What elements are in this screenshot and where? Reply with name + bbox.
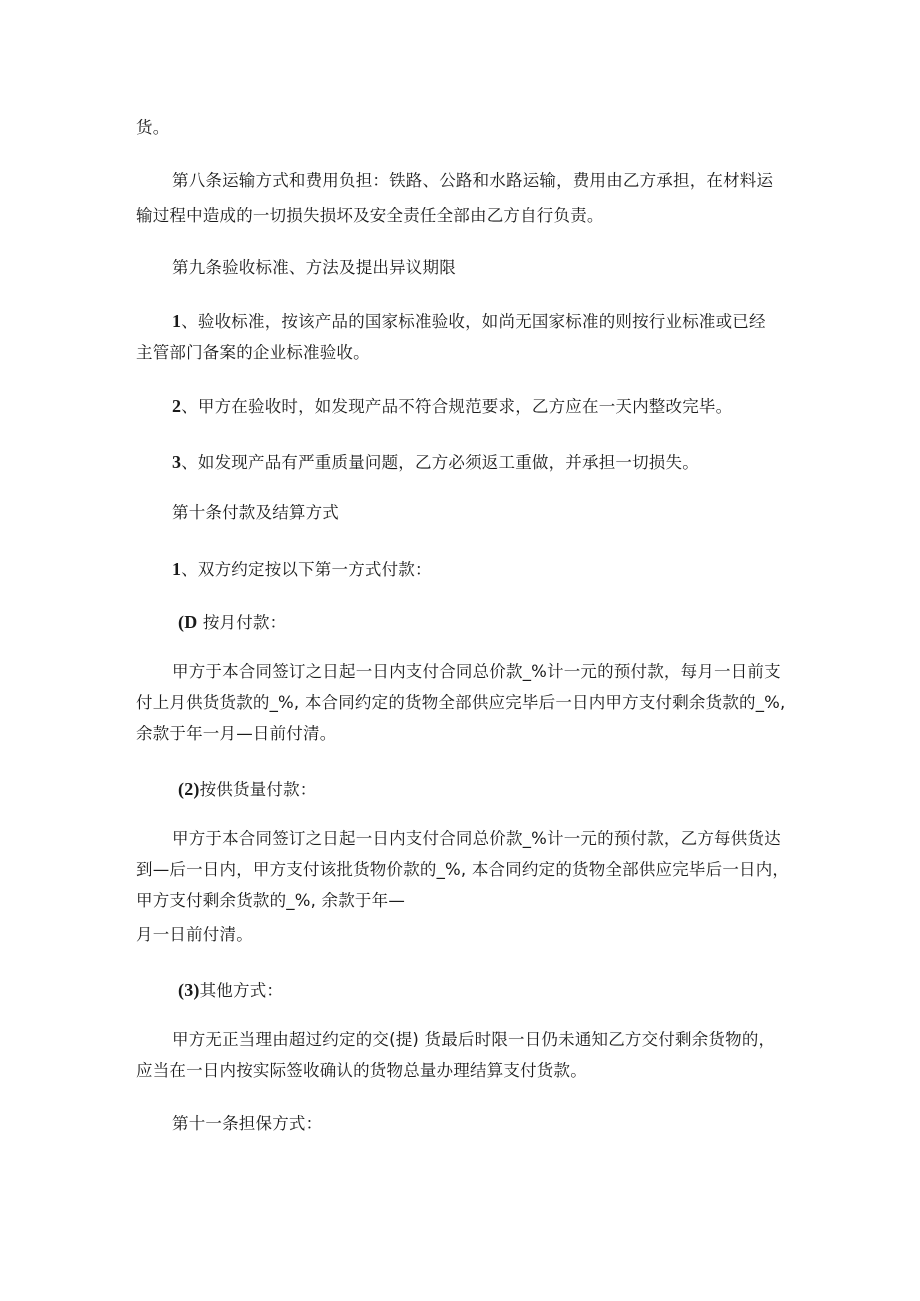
text-line [136, 693, 786, 713]
list-item [172, 559, 432, 580]
list-item [172, 396, 732, 417]
line-text: 主管部门备案的企业标准验收。 [136, 343, 370, 362]
text-line [172, 662, 781, 682]
line-text: 其他方式： [199, 981, 284, 1000]
line-text: 第十一条担保方式： [172, 1114, 323, 1133]
item-number: 3 [172, 452, 182, 472]
item-number: (D [178, 612, 198, 632]
text-line [136, 118, 169, 138]
sub-item [178, 980, 283, 1001]
text-line [172, 829, 781, 849]
line-text: 按月付款： [197, 613, 287, 632]
text-line [136, 860, 789, 880]
list-item [172, 311, 766, 332]
item-number: 1 [172, 559, 182, 579]
line-text: 付上月供货货款的_%, 本合同约定的货物全部供应完毕后一日内甲方支付剩余货款的_%, [136, 693, 786, 712]
article-11-heading [172, 1114, 322, 1134]
line-text: 甲方无正当理由超过约定的交(提) 货最后时限一日仍未通知乙方交付剩余货物的， [172, 1030, 776, 1049]
list-item [172, 452, 699, 473]
text-line [172, 1030, 775, 1050]
line-text: 甲方于本合同签订之日起一日内支付合同总价款_%计一元的预付款，每月一日前支 [172, 662, 781, 681]
line-text: 货。 [136, 118, 170, 137]
text-line [136, 724, 336, 744]
line-text: 、如发现产品有严重质量问题，乙方必须返工重做，并承担一切损失。 [181, 453, 699, 472]
article-10-heading [172, 503, 339, 523]
item-number: (2) [178, 779, 200, 799]
article-8-heading [172, 171, 773, 191]
item-number: (3) [178, 980, 200, 1000]
item-number: 1 [172, 311, 182, 331]
line-text: 到—后一日内，甲方支付该批货物价款的_%, 本合同约定的货物全部供应完毕后一日内， [136, 860, 790, 879]
line-text: 余款于年一月—日前付清。 [136, 724, 337, 743]
line-text: 、双方约定按以下第一方式付款： [181, 560, 432, 579]
line-text: 输过程中造成的一切损失损坏及安全责任全部由乙方自行负责。 [136, 206, 604, 225]
line-text: 甲方于本合同签订之日起一日内支付合同总价款_%计一元的预付款，乙方每供货达 [172, 829, 781, 848]
text-line [136, 891, 405, 911]
line-text: 应当在一日内按实际签收确认的货物总量办理结算支付货款。 [136, 1061, 587, 1080]
line-text: 第九条验收标准、方法及提出异议期限 [172, 258, 456, 277]
line-text: 月一日前付清。 [136, 925, 253, 944]
line-text: 、验收标准，按该产品的国家标准验收，如尚无国家标准的则按行业标准或已经 [181, 312, 766, 331]
text-line [136, 343, 370, 363]
sub-item [178, 612, 286, 633]
line-text: 甲方支付剩余货款的_%, 余款于年— [136, 891, 406, 910]
line-text: 按供货量付款： [199, 780, 317, 799]
line-text: 第十条付款及结算方式 [172, 503, 339, 522]
sub-item [178, 779, 317, 800]
text-line [136, 206, 604, 226]
line-text: 、甲方在验收时，如发现产品不符合规范要求，乙方应在一天内整改完毕。 [181, 397, 733, 416]
article-9-heading [172, 258, 456, 278]
line-text: 第八条运输方式和费用负担：铁路、公路和水路运输，费用由乙方承担，在材料运 [172, 171, 774, 190]
text-line [136, 1061, 587, 1081]
item-number: 2 [172, 396, 182, 416]
text-line [136, 925, 253, 945]
